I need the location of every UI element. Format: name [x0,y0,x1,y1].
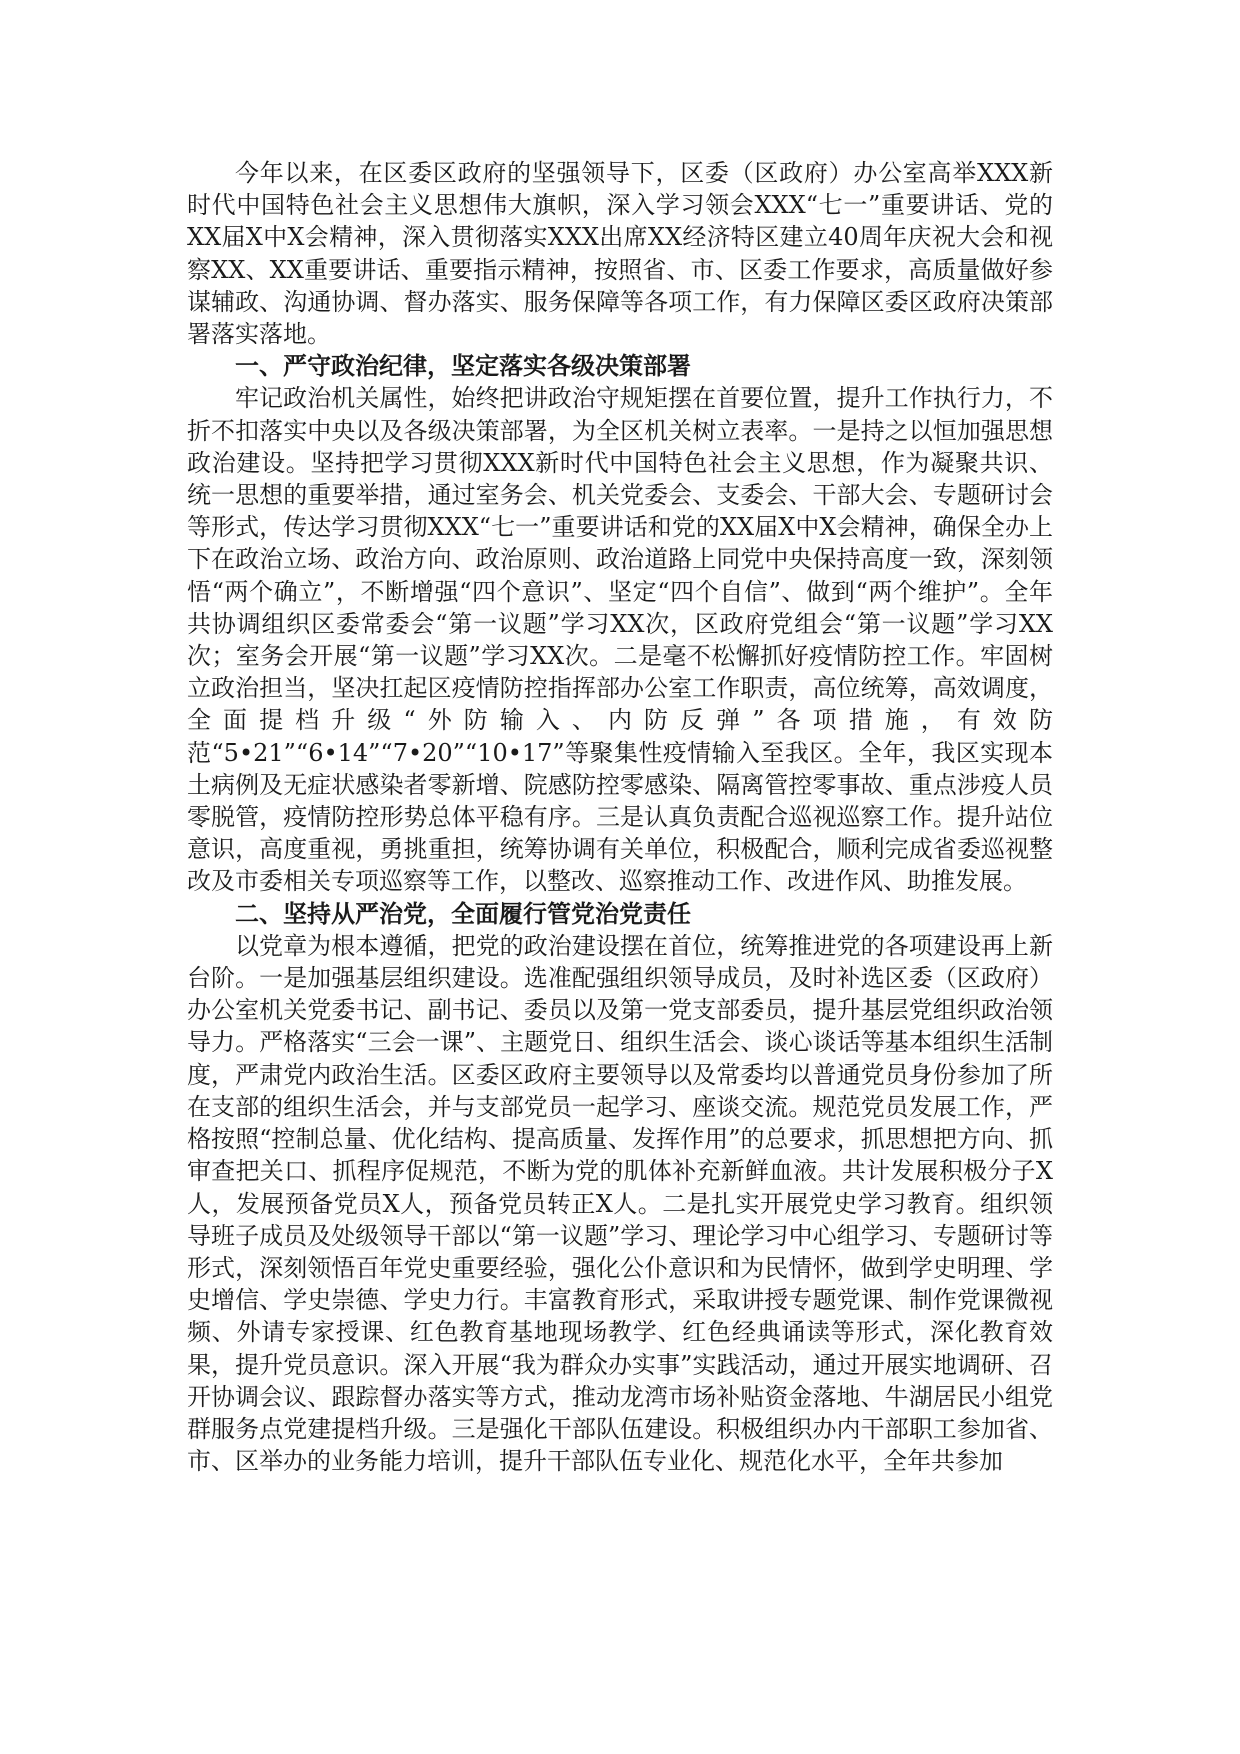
section-2-heading: 二、坚持从严治党，全面履行管党治党责任 [235,898,691,928]
section-1-body: 牢记政治机关属性，始终把讲政治守规矩摆在首要位置，提升工作执行力，不折不扣落实中央以及各级决策部署，为全区机关树立表率。一是持之以恒加强思想政治建设。坚持把学习贯彻XXX新时代中国特色社会主义思想，作为凝聚共识、统一思想的重要举措，通过室务会、机关党委会、支委会、干部大会、专题研讨会等形式，传达学习贯彻XXX“七一”重要讲话和党的XX届X中X会精神，确保全办上下在政治立场、政治方向、政治原则、政治道路上同党中央保持高度一致，深刻领悟“两个确立”，不断增强“四个意识”、坚定“四个自信”、做到“两个维护”。全年共协调组织区委常委会“第一议题”学习XX次，区政府党组会“第一议题”学习XX次；室务会开展“第一议题”学习XX次。二是毫不松懈抓好疫情防控工作。牢固树立政治担当，坚决扛起区疫情防控指挥部办公室工作职责，高位统筹，高效调度，全面提档升级“外防输入、内防反弹”各项措施，有效防范“5•21”“6•14”“7•20”“10•17”等聚集性疫情输入至我区。全年，我区实现本土病例及无症状感染者零新增、院感防控零感染、隔离管控零事故、重点涉疫人员零脱管，疫情防控形势总体平稳有序。三是认真负责配合巡视巡察工作。提升站位意识，高度重视，勇挑重担，统筹协调有关单位，积极配合，顺利完成省委巡视整改及市委相关专项巡察等工作，以整改、巡察推动工作、改进作风、助推发展。 [187,384,1053,896]
document-page [187,157,1053,1477]
intro-paragraph: 今年以来，在区委区政府的坚强领导下，区委（区政府）办公室高举XXX新时代中国特色社会主义思想伟大旗帜，深入学习领会XXX“七一”重要讲话、党的XX届X中X会精神，深入贯彻落实XXX出席XX经济特区建立40周年庆祝大会和视察XX、XX重要讲话、重要指示精神，按照省、市、区委工作要求，高质量做好参谋辅政、沟通协调、督办落实、服务保障等各项工作，有力保障区委区政府决策部署落实落地。 [187,159,1053,349]
section-1-heading: 一、严守政治纪律，坚定落实各级决策部署 [235,351,691,381]
section-2-body: 以党章为根本遵循，把党的政治建设摆在首位，统筹推进党的各项建设再上新台阶。一是加强基层组织建设。选准配强组织领导成员，及时补选区委（区政府）办公室机关党委书记、副书记、委员以及第一党支部委员，提升基层党组织政治领导力。严格落实“三会一课”、主题党日、组织生活会、谈心谈话等基本组织生活制度，严肃党内政治生活。区委区政府主要领导以及常委均以普通党员身份参加了所在支部的组织生活会，并与支部党员一起学习、座谈交流。规范党员发展工作，严格按照“控制总量、优化结构、提高质量、发挥作用”的总要求，抓思想把方向、抓审查把关口、抓程序促规范，不断为党的肌体补充新鲜血液。共计发展积极分子X人，发展预备党员X人，预备党员转正X人。二是扎实开展党史学习教育。组织领导班子成员及处级领导干部以“第一议题”学习、理论学习中心组学习、专题研讨等形式，深刻领悟百年党史重要经验，强化公仆意识和为民情怀，做到学史明理、学史增信、学史崇德、学史力行。丰富教育形式，采取讲授专题党课、制作党课微视频、外请专家授课、红色教育基地现场教学、红色经典诵读等形式，深化教育效果，提升党员意识。深入开展“我为群众办实事”实践活动，通过开展实地调研、召开协调会议、跟踪督办落实等方式，推动龙湾市场补贴资金落地、牛湖居民小组党群服务点党建提档升级。三是强化干部队伍建设。积极组织办内干部职工参加省、市、区举办的业务能力培训，提升干部队伍专业化、规范化水平，全年共参加 [187,931,1053,1476]
